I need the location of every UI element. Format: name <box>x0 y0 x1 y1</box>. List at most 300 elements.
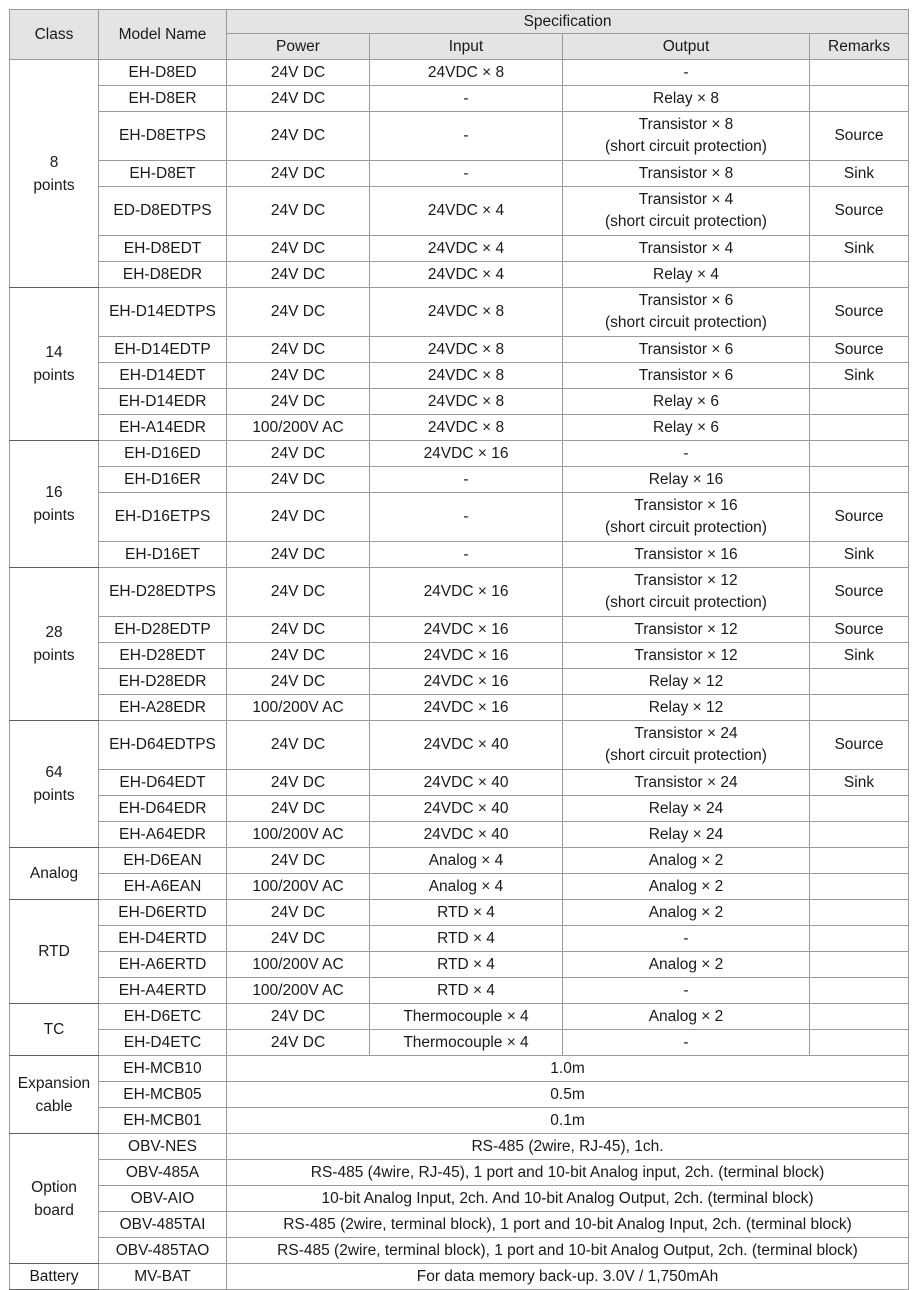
power-cell: 24V DC <box>227 363 370 389</box>
remarks-cell <box>810 1030 909 1056</box>
class-cell <box>10 1134 99 1264</box>
output-line: Transistor × 12 <box>634 572 738 589</box>
remarks-cell <box>810 822 909 848</box>
class-label: 8 <box>49 153 59 171</box>
model-name-cell: EH-D28EDR <box>99 669 227 695</box>
header-class: Class <box>10 10 99 60</box>
output-cell <box>563 441 810 467</box>
output-cell <box>563 161 810 187</box>
remarks-cell <box>810 441 909 467</box>
model-name-cell: EH-D14EDTP <box>99 337 227 363</box>
remarks-cell <box>810 1004 909 1030</box>
output-line: Relay × 4 <box>653 265 719 283</box>
class-cell <box>10 568 99 721</box>
input-cell: - <box>370 493 563 542</box>
output-cell <box>563 848 810 874</box>
table-row <box>10 617 909 643</box>
remarks-cell: Source <box>810 112 909 161</box>
model-name-cell: EH-D4ETC <box>99 1030 227 1056</box>
output-line: Transistor × 16 <box>634 545 738 563</box>
input-cell: 24VDC × 16 <box>370 669 563 695</box>
remarks-cell <box>810 60 909 86</box>
model-name-cell: EH-D8ER <box>99 86 227 112</box>
output-cell <box>563 112 810 161</box>
input-cell: 24VDC × 8 <box>370 415 563 441</box>
model-name-cell: OBV-485TAO <box>99 1238 227 1264</box>
input-cell: 24VDC × 40 <box>370 796 563 822</box>
class-label: 16 <box>45 484 63 501</box>
class-cell <box>10 288 99 441</box>
remarks-cell <box>810 389 909 415</box>
output-line: Relay × 8 <box>653 89 719 107</box>
specification-cell: 0.1m <box>227 1108 909 1134</box>
class-cell <box>10 721 99 848</box>
input-cell: - <box>370 542 563 568</box>
output-cell <box>563 796 810 822</box>
output-line: - <box>683 444 689 462</box>
table-row <box>10 415 909 441</box>
table-row <box>10 848 909 874</box>
input-cell: Analog × 4 <box>370 874 563 900</box>
remarks-cell <box>810 952 909 978</box>
output-line: Relay × 16 <box>648 470 724 488</box>
class-label: Battery <box>29 1268 79 1285</box>
model-name-cell: EH-D64EDT <box>99 770 227 796</box>
input-cell: - <box>370 86 563 112</box>
specification-cell: RS-485 (2wire, terminal block), 1 port and 10-bit Analog Input, 2ch. (terminal block) <box>227 1212 909 1238</box>
model-name-cell: EH-D14EDT <box>99 363 227 389</box>
output-line: Transistor × 24 <box>634 725 738 742</box>
table-row <box>10 389 909 415</box>
header-specification: Specification <box>227 10 909 34</box>
model-name-cell: EH-D6ERTD <box>99 900 227 926</box>
specification-cell: RS-485 (2wire, RJ-45), 1ch. <box>227 1134 909 1160</box>
model-name-cell: EH-D8ED <box>99 60 227 86</box>
power-cell: 24V DC <box>227 617 370 643</box>
remarks-cell <box>810 415 909 441</box>
output-line: Relay × 24 <box>648 825 724 843</box>
output-line: Analog × 2 <box>648 877 724 895</box>
remarks-cell <box>810 262 909 288</box>
model-name-cell: EH-D14EDR <box>99 389 227 415</box>
class-label: points <box>33 787 75 804</box>
power-cell: 24V DC <box>227 848 370 874</box>
output-line: Analog × 2 <box>648 955 724 973</box>
table-row <box>10 1160 909 1186</box>
power-cell: 24V DC <box>227 161 370 187</box>
table-row <box>10 187 909 236</box>
output-cell <box>563 187 810 236</box>
output-line: Relay × 6 <box>653 418 719 436</box>
input-cell: RTD × 4 <box>370 926 563 952</box>
output-cell <box>563 617 810 643</box>
output-line: Relay × 6 <box>653 392 719 410</box>
output-line: Relay × 24 <box>648 799 724 817</box>
power-cell: 24V DC <box>227 669 370 695</box>
output-cell <box>563 389 810 415</box>
input-cell: 24VDC × 16 <box>370 568 563 617</box>
model-name-cell: EH-D6EAN <box>99 848 227 874</box>
input-cell: 24VDC × 4 <box>370 262 563 288</box>
output-line: (short circuit protection) <box>605 314 767 331</box>
table-row <box>10 770 909 796</box>
class-label: Option <box>31 1178 77 1196</box>
class-label: Expansion <box>17 1074 91 1092</box>
output-line: Relay × 12 <box>648 698 724 716</box>
power-cell: 100/200V AC <box>227 822 370 848</box>
model-name-cell: EH-A14EDR <box>99 415 227 441</box>
power-cell: 24V DC <box>227 389 370 415</box>
model-name-cell: EH-MCB05 <box>99 1082 227 1108</box>
model-name-cell: EH-A6ERTD <box>99 952 227 978</box>
class-label: cable <box>35 1097 73 1115</box>
table-row <box>10 441 909 467</box>
output-line: - <box>683 981 689 999</box>
power-cell: 24V DC <box>227 337 370 363</box>
output-cell <box>563 643 810 669</box>
output-cell <box>563 262 810 288</box>
output-line: - <box>683 929 689 947</box>
output-line: (short circuit protection) <box>605 213 767 230</box>
table-row <box>10 1082 909 1108</box>
power-cell: 24V DC <box>227 262 370 288</box>
model-name-cell: EH-A28EDR <box>99 695 227 721</box>
output-cell <box>563 770 810 796</box>
remarks-cell <box>810 695 909 721</box>
output-cell <box>563 363 810 389</box>
class-cell <box>10 1004 99 1056</box>
output-cell <box>563 695 810 721</box>
table-body <box>10 60 909 1290</box>
class-cell <box>10 1264 99 1290</box>
table-row <box>10 1186 909 1212</box>
specification-cell: 1.0m <box>227 1056 909 1082</box>
output-cell <box>563 721 810 770</box>
remarks-cell: Sink <box>810 542 909 568</box>
input-cell: RTD × 4 <box>370 978 563 1004</box>
table-row <box>10 1056 909 1082</box>
table-row <box>10 337 909 363</box>
input-cell: 24VDC × 8 <box>370 288 563 337</box>
input-cell: 24VDC × 4 <box>370 236 563 262</box>
model-name-cell: EH-D28EDT <box>99 643 227 669</box>
output-cell <box>563 900 810 926</box>
output-line: Transistor × 12 <box>634 646 738 664</box>
model-name-cell: EH-D8EDT <box>99 236 227 262</box>
model-name-cell: EH-D16ER <box>99 467 227 493</box>
table-row <box>10 467 909 493</box>
output-cell <box>563 1004 810 1030</box>
header-power: Power <box>227 34 370 60</box>
header-model-name: Model Name <box>99 10 227 60</box>
input-cell: Thermocouple × 4 <box>370 1004 563 1030</box>
power-cell: 100/200V AC <box>227 695 370 721</box>
class-cell <box>10 1056 99 1134</box>
output-cell <box>563 288 810 337</box>
power-cell: 24V DC <box>227 187 370 236</box>
power-cell: 100/200V AC <box>227 952 370 978</box>
model-name-cell: EH-A6EAN <box>99 874 227 900</box>
output-line: (short circuit protection) <box>605 138 767 155</box>
remarks-cell <box>810 848 909 874</box>
power-cell: 24V DC <box>227 236 370 262</box>
remarks-cell <box>810 978 909 1004</box>
output-cell <box>563 926 810 952</box>
model-name-cell: OBV-485TAI <box>99 1212 227 1238</box>
remarks-cell: Sink <box>810 161 909 187</box>
remarks-cell <box>810 796 909 822</box>
output-cell <box>563 337 810 363</box>
model-name-cell: EH-MCB01 <box>99 1108 227 1134</box>
table-row <box>10 236 909 262</box>
power-cell: 24V DC <box>227 441 370 467</box>
output-line: Transistor × 8 <box>638 116 734 133</box>
power-cell: 100/200V AC <box>227 874 370 900</box>
class-label: board <box>34 1201 74 1219</box>
table-row <box>10 643 909 669</box>
model-name-cell: EH-D64EDTPS <box>99 721 227 770</box>
class-label: points <box>33 647 75 664</box>
table-row <box>10 1030 909 1056</box>
remarks-cell <box>810 669 909 695</box>
table-row <box>10 822 909 848</box>
table-row <box>10 695 909 721</box>
specification-cell: RS-485 (2wire, terminal block), 1 port and 10-bit Analog Output, 2ch. (terminal block) <box>227 1238 909 1264</box>
power-cell: 24V DC <box>227 493 370 542</box>
class-cell <box>10 60 99 288</box>
class-label: points <box>33 367 75 384</box>
output-line: Transistor × 16 <box>634 497 738 514</box>
table-row <box>10 86 909 112</box>
table-row <box>10 568 909 617</box>
remarks-cell: Sink <box>810 770 909 796</box>
output-cell <box>563 60 810 86</box>
table-row <box>10 874 909 900</box>
output-line: (short circuit protection) <box>605 747 767 764</box>
input-cell: - <box>370 112 563 161</box>
output-cell <box>563 236 810 262</box>
input-cell: 24VDC × 4 <box>370 187 563 236</box>
output-line: Analog × 2 <box>648 903 724 921</box>
power-cell: 24V DC <box>227 60 370 86</box>
model-name-cell: EH-D16ET <box>99 542 227 568</box>
model-name-cell: EH-A4ERTD <box>99 978 227 1004</box>
table-row <box>10 900 909 926</box>
input-cell: RTD × 4 <box>370 900 563 926</box>
remarks-cell: Source <box>810 617 909 643</box>
model-name-cell: OBV-485A <box>99 1160 227 1186</box>
model-name-cell: EH-D8ET <box>99 161 227 187</box>
table-row <box>10 1264 909 1290</box>
remarks-cell: Sink <box>810 363 909 389</box>
power-cell: 24V DC <box>227 770 370 796</box>
model-name-cell: ED-D8EDTPS <box>99 187 227 236</box>
table-row <box>10 493 909 542</box>
table-row <box>10 1212 909 1238</box>
input-cell: 24VDC × 40 <box>370 721 563 770</box>
input-cell: Thermocouple × 4 <box>370 1030 563 1056</box>
class-label: points <box>33 507 75 524</box>
spec-table-container <box>9 9 909 1290</box>
model-name-cell: EH-D64EDR <box>99 796 227 822</box>
class-cell <box>10 900 99 1004</box>
power-cell: 24V DC <box>227 112 370 161</box>
output-line: Transistor × 12 <box>634 620 738 638</box>
output-line: Transistor × 4 <box>638 191 734 208</box>
class-label: 64 <box>45 764 63 781</box>
output-line: - <box>683 63 689 81</box>
table-row <box>10 161 909 187</box>
table-row <box>10 112 909 161</box>
output-line: Analog × 2 <box>648 851 724 869</box>
output-line: Transistor × 24 <box>634 773 738 791</box>
output-cell <box>563 874 810 900</box>
output-cell <box>563 568 810 617</box>
power-cell: 100/200V AC <box>227 978 370 1004</box>
power-cell: 24V DC <box>227 467 370 493</box>
remarks-cell: Source <box>810 288 909 337</box>
remarks-cell: Source <box>810 337 909 363</box>
output-line: Transistor × 6 <box>638 340 734 358</box>
table-row <box>10 1108 909 1134</box>
class-label: TC <box>43 1021 65 1038</box>
input-cell: 24VDC × 16 <box>370 441 563 467</box>
model-name-cell: EH-D16ED <box>99 441 227 467</box>
table-row <box>10 978 909 1004</box>
class-cell <box>10 848 99 900</box>
specification-table <box>9 9 909 1290</box>
remarks-cell <box>810 874 909 900</box>
power-cell: 24V DC <box>227 568 370 617</box>
table-header <box>10 10 909 60</box>
power-cell: 100/200V AC <box>227 415 370 441</box>
table-row <box>10 1004 909 1030</box>
power-cell: 24V DC <box>227 542 370 568</box>
power-cell: 24V DC <box>227 288 370 337</box>
table-row <box>10 60 909 86</box>
header-input: Input <box>370 34 563 60</box>
power-cell: 24V DC <box>227 796 370 822</box>
remarks-cell: Source <box>810 568 909 617</box>
output-line: Transistor × 6 <box>638 292 734 309</box>
table-row <box>10 721 909 770</box>
specification-cell: 10-bit Analog Input, 2ch. And 10-bit Analog Output, 2ch. (terminal block) <box>227 1186 909 1212</box>
output-line: Transistor × 4 <box>638 239 734 257</box>
remarks-cell: Source <box>810 493 909 542</box>
output-cell <box>563 493 810 542</box>
table-row <box>10 952 909 978</box>
input-cell: 24VDC × 8 <box>370 337 563 363</box>
output-cell <box>563 542 810 568</box>
model-name-cell: EH-A64EDR <box>99 822 227 848</box>
model-name-cell: EH-D6ETC <box>99 1004 227 1030</box>
input-cell: RTD × 4 <box>370 952 563 978</box>
remarks-cell: Sink <box>810 643 909 669</box>
output-cell <box>563 467 810 493</box>
remarks-cell <box>810 467 909 493</box>
table-row <box>10 262 909 288</box>
input-cell: 24VDC × 8 <box>370 389 563 415</box>
class-cell <box>10 441 99 568</box>
input-cell: 24VDC × 16 <box>370 617 563 643</box>
input-cell: 24VDC × 40 <box>370 770 563 796</box>
power-cell: 24V DC <box>227 1030 370 1056</box>
table-row <box>10 363 909 389</box>
output-cell <box>563 822 810 848</box>
table-row <box>10 288 909 337</box>
power-cell: 24V DC <box>227 643 370 669</box>
output-cell <box>563 86 810 112</box>
header-output: Output <box>563 34 810 60</box>
model-name-cell: EH-D8EDR <box>99 262 227 288</box>
output-cell <box>563 978 810 1004</box>
remarks-cell <box>810 926 909 952</box>
model-name-cell: EH-D28EDTPS <box>99 568 227 617</box>
output-line: Relay × 12 <box>648 672 724 690</box>
output-line: Analog × 2 <box>648 1007 724 1025</box>
output-cell <box>563 415 810 441</box>
remarks-cell: Source <box>810 187 909 236</box>
output-cell <box>563 669 810 695</box>
input-cell: - <box>370 467 563 493</box>
output-line: Transistor × 6 <box>638 366 734 384</box>
model-name-cell: EH-D14EDTPS <box>99 288 227 337</box>
class-label: RTD <box>38 943 70 960</box>
input-cell: 24VDC × 8 <box>370 363 563 389</box>
power-cell: 24V DC <box>227 721 370 770</box>
output-line: (short circuit protection) <box>605 594 767 611</box>
output-line: Transistor × 8 <box>638 164 734 182</box>
table-row <box>10 926 909 952</box>
class-label: 14 <box>45 344 63 361</box>
model-name-cell: EH-D4ERTD <box>99 926 227 952</box>
class-label: Analog <box>29 865 79 882</box>
model-name-cell: EH-D8ETPS <box>99 112 227 161</box>
input-cell: - <box>370 161 563 187</box>
header-remarks: Remarks <box>810 34 909 60</box>
specification-cell: For data memory back-up. 3.0V / 1,750mAh <box>227 1264 909 1290</box>
class-label: 28 <box>45 624 63 641</box>
table-row <box>10 1134 909 1160</box>
table-row <box>10 796 909 822</box>
specification-cell: 0.5m <box>227 1082 909 1108</box>
remarks-cell: Source <box>810 721 909 770</box>
specification-cell: RS-485 (4wire, RJ-45), 1 port and 10-bit Analog input, 2ch. (terminal block) <box>227 1160 909 1186</box>
output-cell <box>563 952 810 978</box>
remarks-cell <box>810 86 909 112</box>
class-label: points <box>33 176 75 194</box>
model-name-cell: EH-D16ETPS <box>99 493 227 542</box>
model-name-cell: OBV-NES <box>99 1134 227 1160</box>
input-cell: 24VDC × 8 <box>370 60 563 86</box>
output-line: - <box>683 1033 689 1051</box>
input-cell: Analog × 4 <box>370 848 563 874</box>
model-name-cell: MV-BAT <box>99 1264 227 1290</box>
output-line: (short circuit protection) <box>605 519 767 536</box>
input-cell: 24VDC × 16 <box>370 643 563 669</box>
table-row <box>10 542 909 568</box>
input-cell: 24VDC × 40 <box>370 822 563 848</box>
output-cell <box>563 1030 810 1056</box>
table-row <box>10 1238 909 1264</box>
remarks-cell: Sink <box>810 236 909 262</box>
model-name-cell: EH-D28EDTP <box>99 617 227 643</box>
input-cell: 24VDC × 16 <box>370 695 563 721</box>
power-cell: 24V DC <box>227 926 370 952</box>
power-cell: 24V DC <box>227 86 370 112</box>
model-name-cell: EH-MCB10 <box>99 1056 227 1082</box>
remarks-cell <box>810 900 909 926</box>
